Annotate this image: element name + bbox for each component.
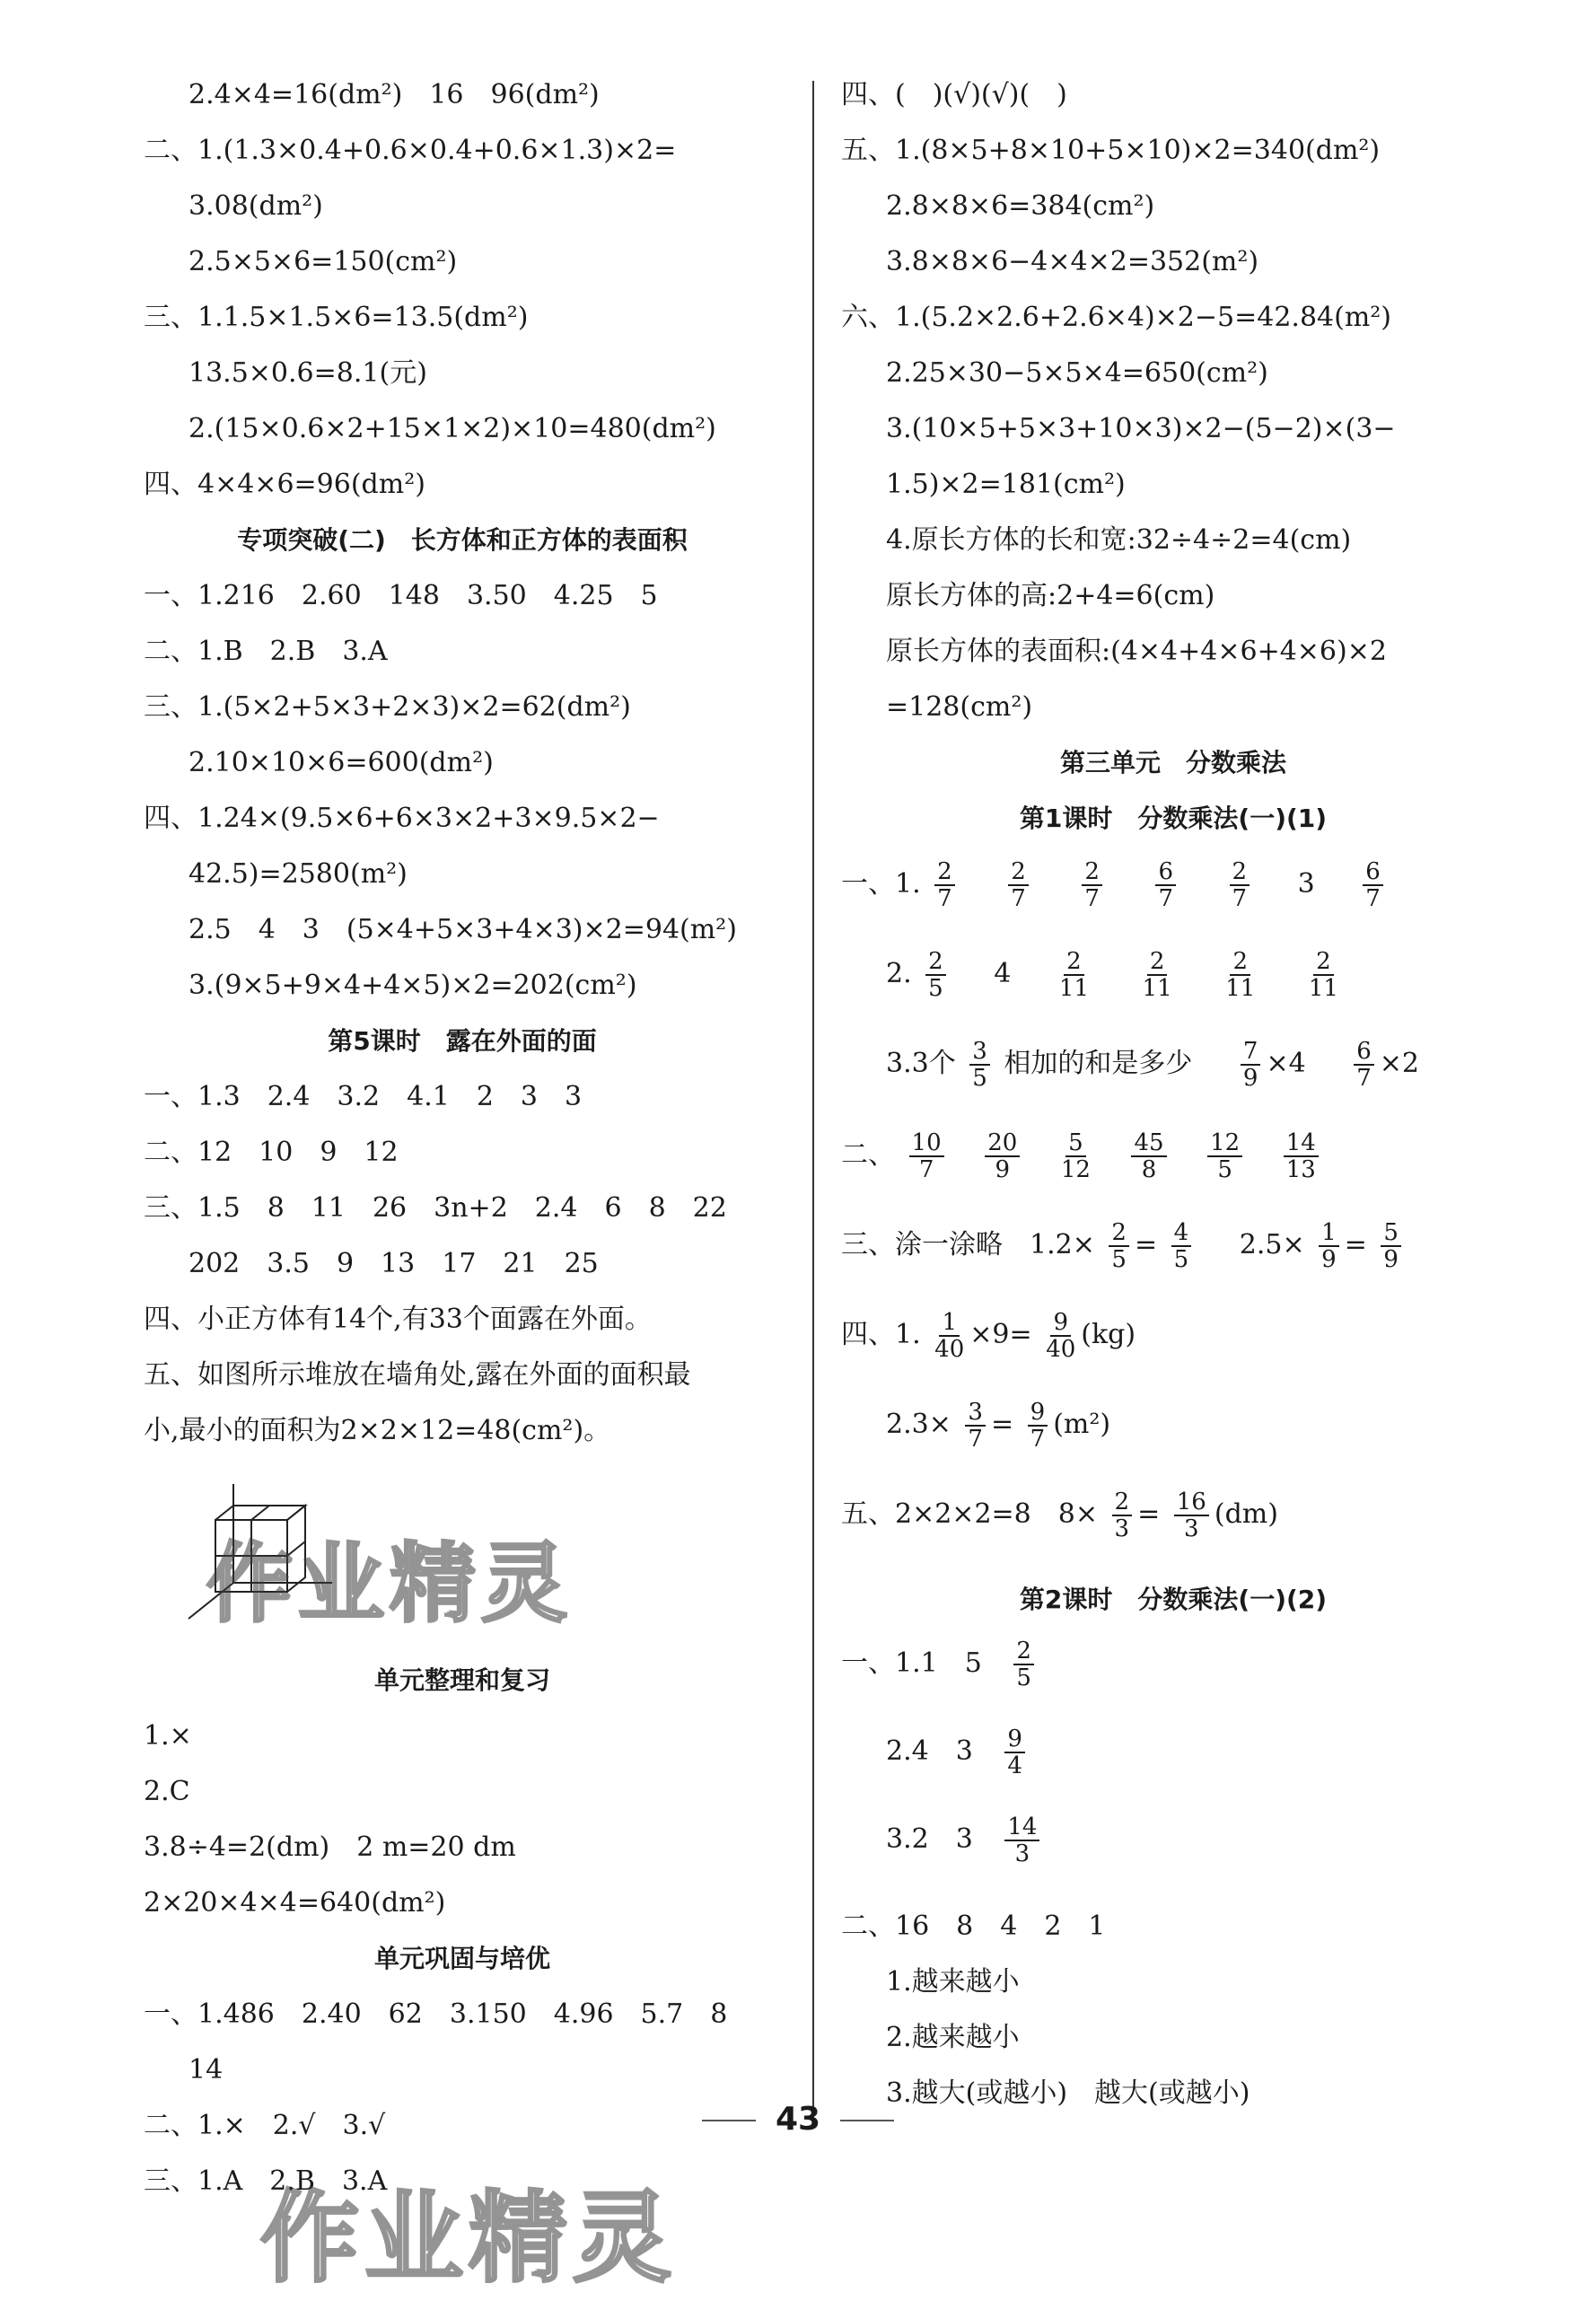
fraction: $\frac{14}{3}$: [1004, 1814, 1039, 1866]
fraction: $\frac{6}{7}$: [1354, 1039, 1374, 1091]
answer-line: 三、1.5 8 11 26 3n+2 2.4 6 8 22: [144, 1192, 727, 1224]
answer-line: 3.8×8×6−4×4×2=352(m²): [886, 246, 1259, 277]
answer-line: 2.5 4 3 (5×4+5×3+4×3)×2=94(m²): [189, 914, 737, 945]
answer-line: 原长方体的表面积:(4×4+4×6+4×6)×2: [886, 636, 1387, 667]
text: 三、涂一涂略 1.2×: [841, 1229, 1095, 1260]
text: ×4: [1266, 1048, 1306, 1079]
answer-line: 1.越来越小: [886, 1966, 1020, 1998]
text: (dm): [1214, 1498, 1278, 1530]
fraction: $\frac{2}{11}$: [1142, 948, 1172, 1002]
answer-line: 三、1.A 2.B 3.A: [144, 2165, 388, 2197]
fraction: $\frac{2}{5}$: [1109, 1220, 1129, 1272]
text: ×9=: [969, 1319, 1032, 1350]
answer-line: 一、1.216 2.60 148 3.50 4.25 5: [144, 580, 658, 611]
answer-line: [841, 1214, 1407, 1277]
answer-line: 三、1.(5×2+5×3+2×3)×2=62(dm²): [144, 691, 631, 723]
fraction: $\frac{16}{3}$: [1174, 1489, 1209, 1541]
text: 相加的和是多少: [1004, 1048, 1193, 1079]
answer-line: 四、1.24×(9.5×6+6×3×2+3×9.5×2−: [144, 803, 660, 834]
answer-line: [886, 1808, 1045, 1871]
text: 2.5×: [1239, 1229, 1305, 1260]
answer-line: 2×20×4×4=640(dm²): [144, 1887, 446, 1919]
number: 3: [1297, 868, 1315, 900]
answer-line: [841, 1304, 1136, 1366]
answer-line: 1.5)×2=181(cm²): [886, 469, 1126, 500]
fraction: $\frac{2}{5}$: [925, 949, 946, 1001]
fraction: $\frac{45}{8}$: [1131, 1130, 1166, 1182]
answer-line: 14: [189, 2054, 224, 2086]
fraction: $\frac{5}{9}$: [1381, 1220, 1401, 1272]
answer-line: [841, 1632, 1039, 1695]
fraction: $\frac{2}{11}$: [1225, 948, 1256, 1002]
answer-line: 3.08(dm²): [189, 190, 323, 222]
fraction: $\frac{6}{7}$: [1155, 859, 1176, 911]
fraction: $\frac{7}{9}$: [1241, 1039, 1261, 1091]
fraction: $\frac{2}{5}$: [1013, 1638, 1034, 1691]
fraction: $\frac{9}{40}$: [1046, 1309, 1076, 1363]
item-prefix: 四、1.: [841, 1319, 921, 1350]
answer-line: [841, 1483, 1278, 1546]
fraction: $\frac{2}{7}$: [934, 859, 955, 911]
answer-line: 六、1.(5.2×2.6+2.6×4)×2−5=42.84(m²): [841, 302, 1392, 333]
text: 五、2×2×2=8 8×: [841, 1498, 1098, 1530]
text: =: [1137, 1498, 1161, 1530]
unit-heading: 第三单元 分数乘法: [1059, 748, 1286, 777]
answer-line: 4.原长方体的长和宽:32÷4÷2=4(cm): [886, 524, 1352, 556]
answer-line: 三、1.1.5×1.5×6=13.5(dm²): [144, 302, 529, 333]
fraction: $\frac{5}{12}$: [1060, 1129, 1091, 1183]
section-heading: 专项突破(二) 长方体和正方体的表面积: [237, 525, 688, 555]
section-heading: 第5课时 露在外面的面: [328, 1026, 597, 1056]
fraction: $\frac{2}{7}$: [1082, 859, 1102, 911]
watermark: 作业精灵: [206, 1533, 573, 1634]
number: 4: [994, 958, 1012, 989]
text: (kg): [1081, 1319, 1136, 1350]
item-prefix: 二、: [841, 1139, 895, 1171]
section-heading: 单元巩固与培优: [373, 1944, 550, 1973]
text: =: [1134, 1229, 1158, 1260]
fraction: $\frac{2}{7}$: [1230, 859, 1250, 911]
answer-line: 2.8×8×6=384(cm²): [886, 190, 1155, 222]
fraction: $\frac{2}{7}$: [1008, 859, 1029, 911]
answer-line: 四、4×4×6=96(dm²): [144, 469, 425, 500]
answer-line: 2.(15×0.6×2+15×1×2)×10=480(dm²): [189, 413, 716, 444]
answer-line: [841, 1124, 1324, 1187]
answer-line: 2.C: [144, 1776, 190, 1807]
fraction: $\frac{2}{3}$: [1112, 1489, 1133, 1541]
answer-line: 一、1.486 2.40 62 3.150 4.96 5.7 8: [144, 1998, 728, 2030]
answer-line: 五、如图所示堆放在墙角处,露在外面的面积最: [144, 1359, 691, 1391]
answer-line: 3.(9×5+9×4+4×5)×2=202(cm²): [189, 970, 637, 1001]
page-number: 43: [0, 2101, 1596, 2138]
fraction: $\frac{20}{9}$: [985, 1130, 1020, 1182]
answer-line: 2.5×5×6=150(cm²): [189, 246, 458, 277]
answer-line: 1.×: [144, 1720, 192, 1752]
fraction: $\frac{1}{9}$: [1319, 1220, 1339, 1272]
answer-line: 二、1.(1.3×0.4+0.6×0.4+0.6×1.3)×2=: [144, 135, 677, 166]
item-prefix: 一、1.: [841, 868, 921, 900]
text: 3.3个: [886, 1048, 956, 1079]
fraction: $\frac{12}{5}$: [1207, 1130, 1242, 1182]
answer-line: 42.5)=2580(m²): [189, 858, 408, 890]
fraction: $\frac{2}{11}$: [1308, 948, 1338, 1002]
section-heading: 单元整理和复习: [373, 1665, 550, 1695]
answer-line: 原长方体的高:2+4=6(cm): [886, 580, 1215, 611]
answer-line: 2.25×30−5×5×4=650(cm²): [886, 357, 1268, 389]
answer-line: [886, 943, 1344, 1006]
answer-line: 3.8÷4=2(dm) 2 m=20 dm: [144, 1831, 516, 1863]
answer-line: 四、( )(√)(√)( ): [841, 79, 1067, 110]
answer-line: 二、12 10 9 12: [144, 1137, 399, 1168]
fraction: $\frac{4}{5}$: [1171, 1220, 1192, 1272]
answer-line: 四、小正方体有14个,有33个面露在外面。: [144, 1304, 652, 1335]
answer-line: [886, 1393, 1110, 1456]
column-divider: [812, 81, 814, 2128]
answer-line: 3.(10×5+5×3+10×3)×2−(5−2)×(3−: [886, 413, 1396, 444]
answer-line: 202 3.5 9 13 17 21 25: [189, 1248, 599, 1279]
answer-line: 13.5×0.6=8.1(元): [189, 357, 427, 389]
fraction: $\frac{3}{5}$: [969, 1039, 990, 1091]
text: =: [990, 1409, 1014, 1440]
answer-line: [841, 853, 1389, 916]
answer-line: 小,最小的面积为2×2×12=48(cm²)。: [144, 1415, 611, 1446]
text: ×2: [1379, 1048, 1420, 1079]
answer-line: [886, 1032, 1419, 1095]
fraction: $\frac{6}{7}$: [1363, 859, 1383, 911]
answer-line: 2.10×10×6=600(dm²): [189, 747, 494, 778]
text: 一、1.1 5: [841, 1647, 982, 1679]
answer-line: 3.越大(或越小) 越大(或越小): [886, 2077, 1250, 2109]
fraction: $\frac{9}{4}$: [1004, 1726, 1025, 1778]
watermark: 作业精灵: [260, 2181, 677, 2296]
lesson-heading: 第2课时 分数乘法(一)(2): [1019, 1585, 1328, 1614]
fraction: $\frac{10}{7}$: [909, 1130, 944, 1182]
answer-line: 五、1.(8×5+8×10+5×10)×2=340(dm²): [841, 135, 1381, 166]
fraction: $\frac{3}{7}$: [965, 1400, 986, 1452]
item-prefix: 2.: [886, 958, 912, 989]
answer-line: 二、16 8 4 2 1: [841, 1910, 1106, 1942]
answer-line: 2.越来越小: [886, 2022, 1020, 2053]
text: 2.4 3: [886, 1735, 973, 1767]
answer-line: 二、1.B 2.B 3.A: [144, 636, 388, 667]
answer-line: 一、1.3 2.4 3.2 4.1 2 3 3: [144, 1081, 583, 1112]
lesson-heading: 第1课时 分数乘法(一)(1): [1019, 804, 1328, 833]
text: 2.3×: [886, 1409, 951, 1440]
fraction: $\frac{2}{11}$: [1058, 948, 1089, 1002]
text: =: [1344, 1229, 1367, 1260]
fraction: $\frac{9}{7}$: [1028, 1400, 1048, 1452]
text: 3.2 3: [886, 1823, 973, 1855]
fraction: $\frac{14}{13}$: [1284, 1130, 1319, 1182]
text: (m²): [1053, 1409, 1111, 1440]
answer-line: [886, 1720, 1030, 1783]
fraction: $\frac{1}{40}$: [934, 1309, 965, 1363]
answer-line: =128(cm²): [886, 691, 1033, 723]
answer-line: 2.4×4=16(dm²) 16 96(dm²): [189, 79, 600, 110]
answer-line: 二、1.× 2.√ 3.√: [144, 2110, 386, 2141]
